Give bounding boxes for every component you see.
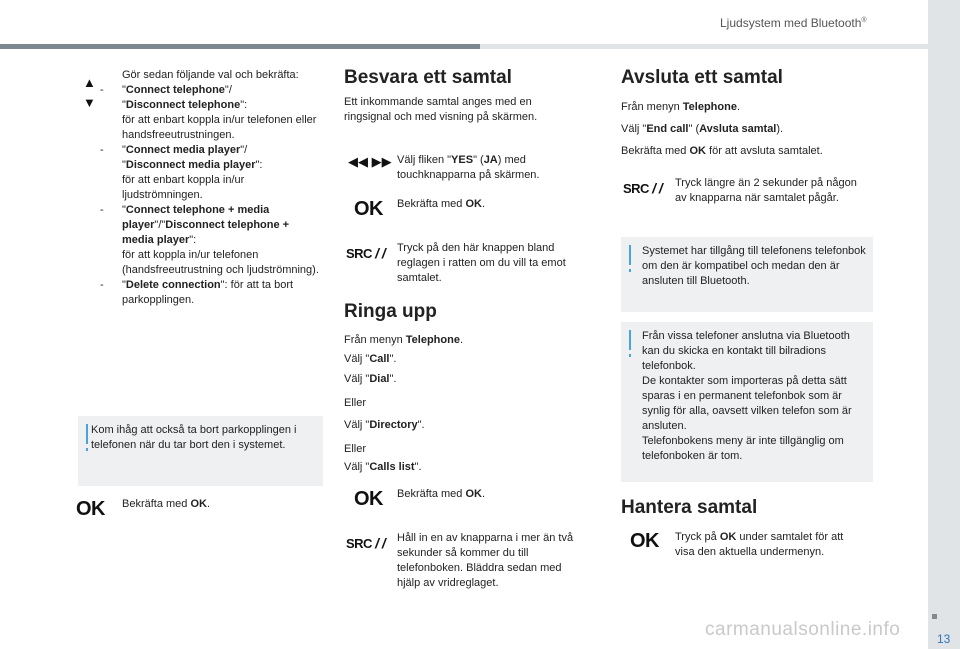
manage-calls-title: Hantera samtal — [621, 497, 758, 518]
answer-call-intro: Ett inkommande samtal anges med en ringsignal och med visning på skärmen. — [344, 96, 538, 123]
info-icon — [629, 330, 631, 350]
page-number: 13 — [937, 632, 951, 646]
section-title: Ljudsystem med Bluetooth® — [720, 16, 867, 30]
ok-button-icon: OK — [76, 498, 105, 520]
confirm-end-text: Bekräfta med OK för att avsluta samtalet. — [621, 145, 823, 157]
answer-call-title: Besvara ett samtal — [344, 67, 512, 88]
info-icon — [86, 424, 88, 444]
src-phone-button-icon: SRC / / — [623, 180, 663, 196]
down-arrow-icon: ▼ — [83, 95, 96, 110]
watermark: carmanualsonline.info — [705, 619, 901, 640]
ok-button-icon: OK — [354, 488, 383, 510]
option-item: - "Delete connection": för att ta bort parkopplingen. — [98, 278, 322, 308]
end-call-title: Avsluta ett samtal — [621, 67, 783, 88]
manage-calls-text: Tryck på OK under samtalet för att visa den aktuella undermenyn. — [675, 531, 844, 558]
confirm-ok-text: Bekräfta med OK. — [397, 198, 486, 210]
info-icon — [629, 245, 631, 265]
src-answer-text: Tryck på den här knappen bland reglagen i ratten om du vill ta emot samtalet. — [397, 242, 566, 284]
src-end-text: Tryck längre än 2 sekunder på någon av knapparna när samtalet pågår. — [675, 177, 857, 204]
dial-menu-text: Från menyn Telephone. — [344, 334, 464, 346]
info-note — [621, 322, 873, 482]
note-text: Kom ihåg att också ta bort parkopplingen i telefonen när du tar bort den i systemet. — [91, 424, 297, 451]
note-text: Systemet har tillgång till telefonens telefonbok om den är kompatibel och medan den är ansluten till Bluetooth. — [642, 245, 866, 287]
src-phonebook-text: Håll in en av knapparna i mer än två sekunder så kommer du till telefonboken. Bläddra sedan med hjälp av vridreglaget. — [397, 532, 574, 589]
end-marker — [932, 614, 937, 619]
select-dial-text: Välj "Dial". — [344, 373, 397, 385]
page-side-band — [928, 0, 960, 649]
note-text: Från vissa telefoner anslutna via Bluetooth kan du skicka en kontakt till bilradions telefonbok. De kontakter som importeras på detta sätt sparas i en permanent telefonbok som är synlig för alla, oavsett vilken telefon som är ansluten. Telefonbokens meny är inte tillgänglig om telefonboken är tom. — [642, 330, 852, 462]
info-note — [78, 416, 323, 486]
ok-button-icon: OK — [630, 530, 659, 552]
connection-options — [122, 68, 322, 308]
or-text: Eller — [344, 443, 367, 455]
info-note — [621, 237, 873, 312]
options-list — [98, 83, 322, 308]
ok-button-icon: OK — [354, 198, 383, 220]
select-calls-list-text: Välj "Calls list". — [344, 461, 422, 473]
option-item: - "Connect telephone"/ "Disconnect telephone": för att enbart koppla in/ur telefonen eller handsfreeutrustningen. — [98, 83, 322, 143]
option-item: - "Connect media player"/ "Disconnect media player": för att enbart koppla in/ur ljudströmningen. — [98, 143, 322, 203]
confirm-ok-text: Bekräfta med OK. — [397, 488, 486, 500]
end-menu-text: Från menyn Telephone. — [621, 101, 741, 113]
left-right-arrows-icon: ◀◀ ▶▶ — [348, 154, 392, 169]
header-rule-dark — [0, 44, 480, 49]
options-intro: Gör sedan följande val och bekräfta: — [122, 69, 299, 81]
header-rule-light — [480, 44, 928, 49]
option-item: - "Connect telephone + media player"/"Disconnect telephone + media player": för att koppla in/ur telefonen (handsfreeutrustning och ljudströmning). — [98, 203, 322, 278]
dial-title: Ringa upp — [344, 301, 437, 322]
or-text: Eller — [344, 397, 367, 409]
confirm-ok-text: Bekräfta med OK. — [122, 498, 211, 510]
select-end-call-text: Välj "End call" (Avsluta samtal). — [621, 123, 784, 135]
select-yes-text: Välj fliken "YES" (JA) med touchknapparna på skärmen. — [397, 154, 540, 181]
src-phone-button-icon: SRC / / — [346, 535, 386, 551]
select-call-text: Välj "Call". — [344, 353, 397, 365]
select-directory-text: Välj "Directory". — [344, 419, 425, 431]
up-arrow-icon: ▲ — [83, 75, 96, 90]
src-phone-button-icon: SRC / / — [346, 245, 386, 261]
